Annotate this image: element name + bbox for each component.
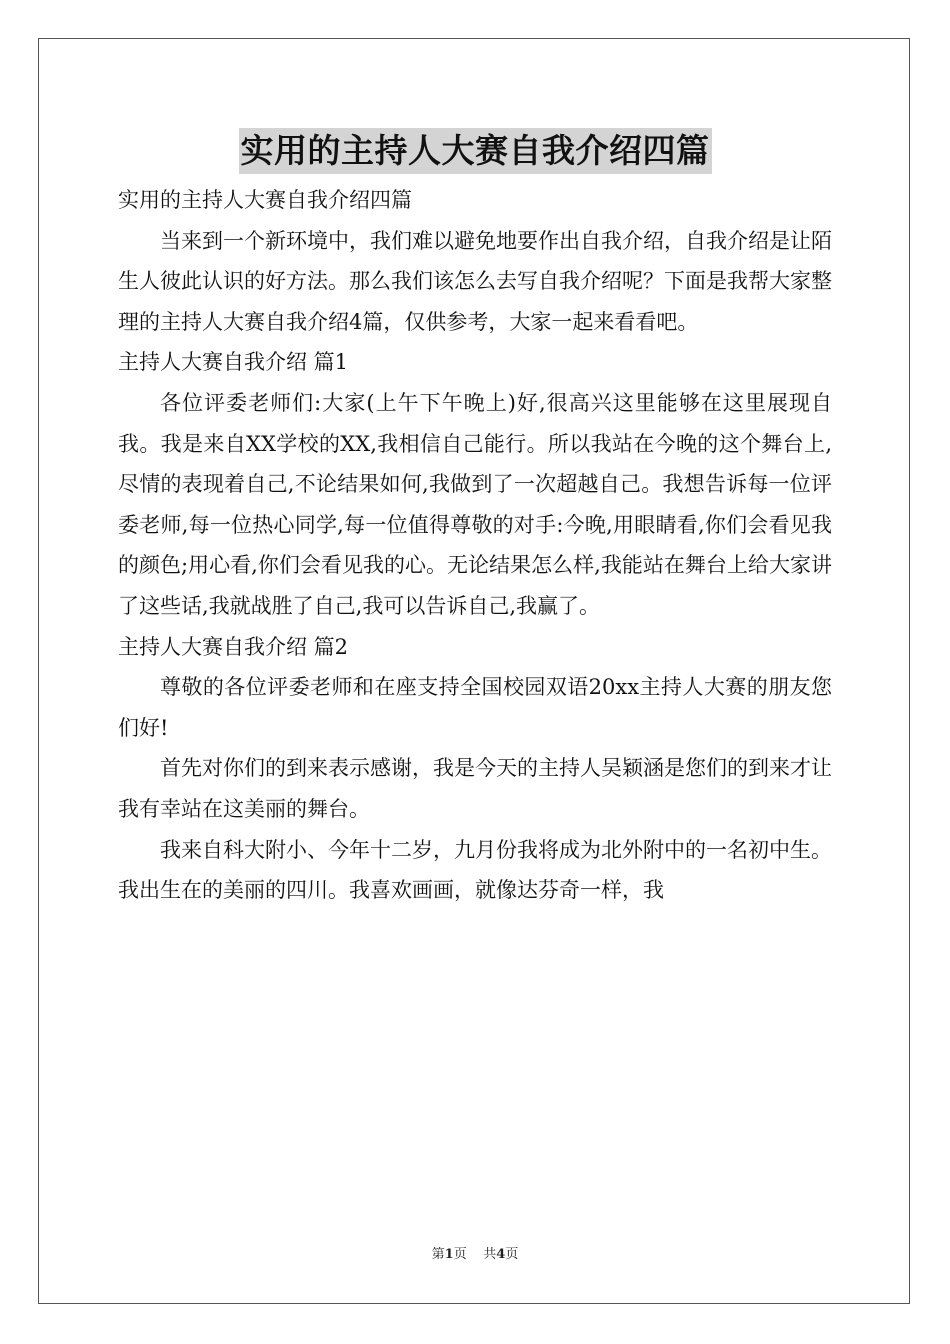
document-subtitle: 实用的主持人大赛自我介绍四篇 [118,188,412,212]
page-footer [0,1246,950,1264]
section-heading: 主持人大赛自我介绍 篇2 [118,634,349,659]
section-heading: 主持人大赛自我介绍 篇1 [118,350,349,375]
title-area [0,128,950,174]
total-suffix: 页 [505,1247,519,1262]
page-current: 1 [444,1247,454,1262]
page-total: 4 [496,1247,506,1262]
section-paragraph: 我来自科大附小、今年十二岁，九月份我将成为北外附中的一名初中生。我出生在的美丽的四川。我喜欢画画，就像达芬奇一样，我 [118,837,832,903]
total-prefix: 共 [483,1247,497,1262]
section-paragraph: 尊敬的各位评委老师和在座支持全国校园双语20xx主持人大赛的朋友您们好! [118,675,832,740]
document-body [118,180,832,911]
intro-paragraph: 当来到一个新环境中，我们难以避免地要作出自我介绍，自我介绍是让陌生人彼此认识的好方法。那么我们该怎么去写自我介绍呢？下面是我帮大家整理的主持人大赛自我介绍4篇，仅供参考，大家一起来看看吧。 [118,228,832,334]
section-paragraph: 首先对你们的到来表示感谢，我是今天的主持人吴颖涵是您们的到来才让我有幸站在这美丽的舞台。 [118,756,832,821]
page-prefix: 第 [431,1247,445,1262]
document-title: 实用的主持人大赛自我介绍四篇 [239,128,712,174]
page-suffix: 页 [453,1247,467,1262]
section-paragraph: 各位评委老师们:大家(上午下午晚上)好,很高兴这里能够在这里展现自我。我是来自XX学校的XX,我相信自己能行。所以我站在今晚的这个舞台上,尽情的表现着自己,不论结果如何,我做到了一次超越自己。我想告诉每一位评委老师,每一位热心同学,每一位值得尊敬的对手:今晚,用眼睛看,你们会看见我的颜色;用心看,你们会看见我的心。无论结果怎么样,我能站在舞台上给大家讲了这些话,我就战胜了自己,我可以告诉自己,我赢了。 [118,390,832,618]
